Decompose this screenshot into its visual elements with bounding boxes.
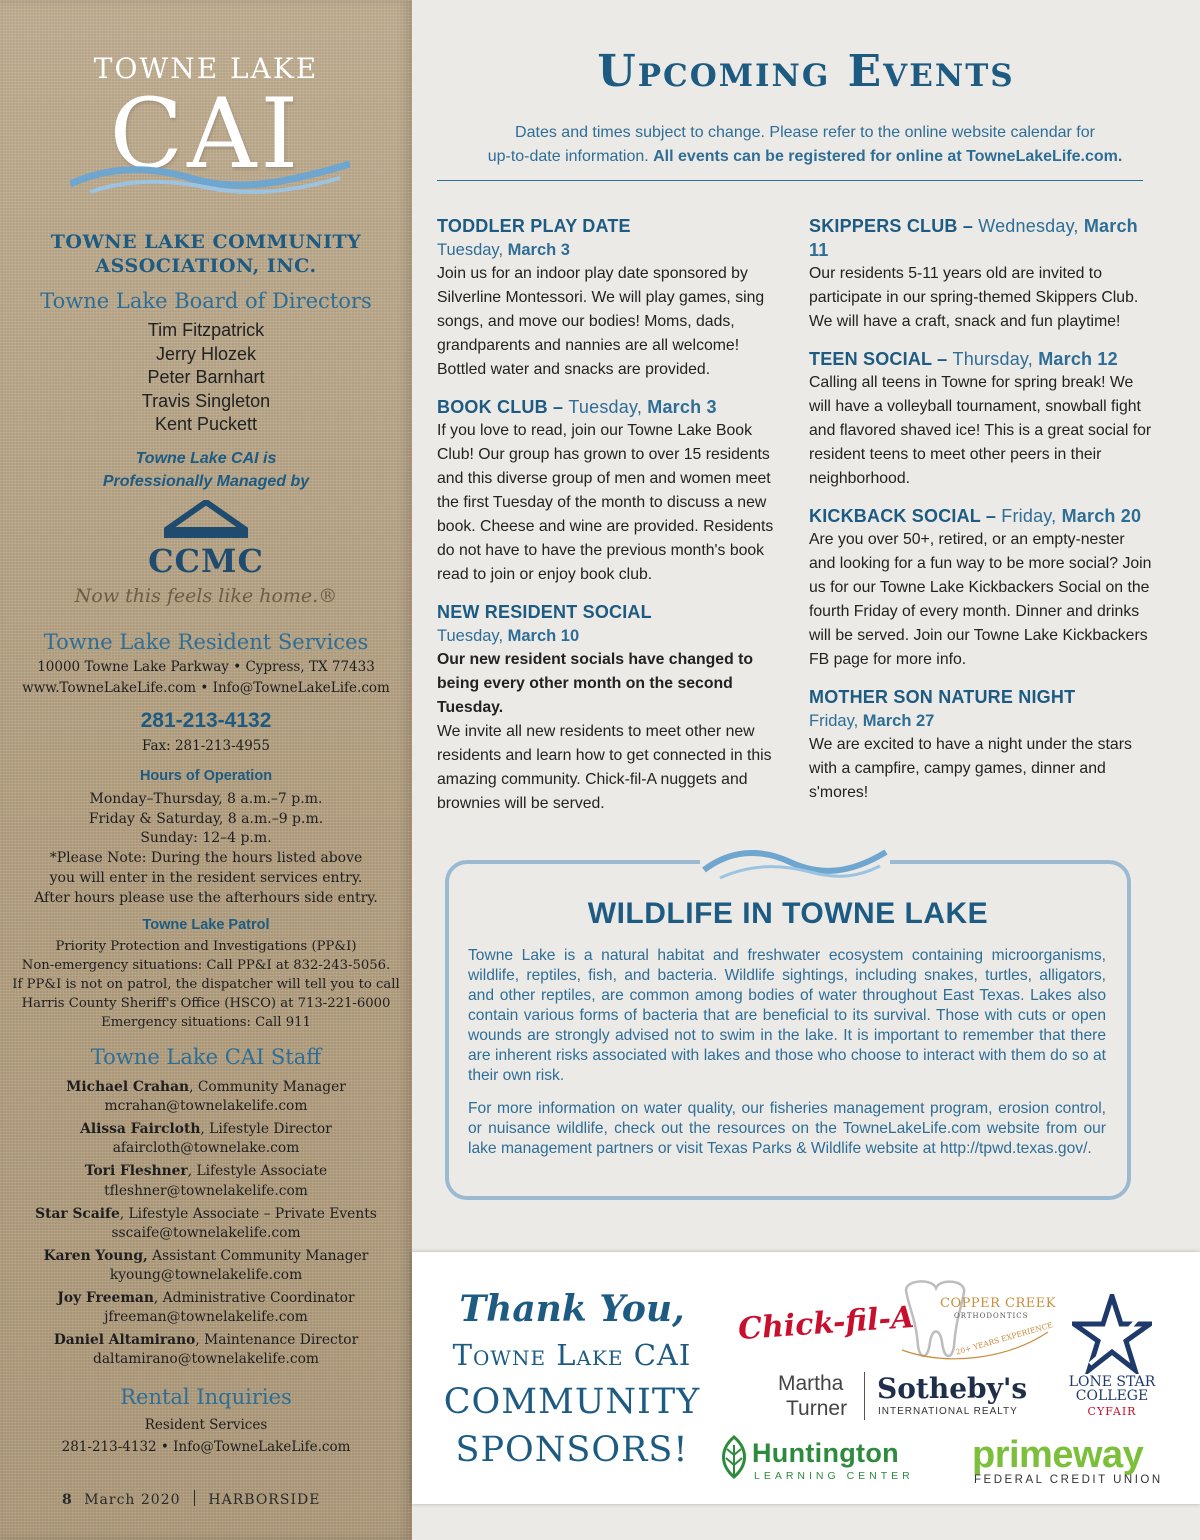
event-date-bold: March 27 bbox=[862, 712, 935, 730]
staff-item bbox=[0, 1289, 412, 1328]
thank-you-heading: Thank You, bbox=[459, 1288, 685, 1330]
event-day: Tuesday, bbox=[437, 241, 508, 259]
staff-role: , Lifestyle Director bbox=[200, 1121, 332, 1138]
event-toddler-play-date bbox=[437, 214, 782, 382]
board-member: Peter Barnhart bbox=[147, 367, 265, 387]
chick-fil-a-logo: Chick-fil-A bbox=[736, 1299, 916, 1348]
event-body: Our residents 5-11 years old are invited to participate in our spring-themed Skippers Club. We will have a craft, snack and fun playtime! bbox=[809, 265, 1139, 330]
lone-star-cyfair: CYFAIR bbox=[1087, 1405, 1137, 1418]
lone-star-line-1: LONE STAR bbox=[1068, 1374, 1156, 1390]
staff-name: Daniel Altamirano bbox=[53, 1332, 196, 1349]
hours-line: Monday–Thursday, 8 a.m.–7 p.m. bbox=[89, 791, 323, 807]
event-book-club bbox=[437, 395, 782, 587]
event-title: TODDLER PLAY DATE bbox=[437, 216, 631, 236]
staff-name: Joy Freeman bbox=[57, 1289, 154, 1306]
hours-line: you will enter in the resident services entry. bbox=[49, 869, 363, 886]
subtitle-line-1: Dates and times subject to change. Please refer to the online website calendar for bbox=[515, 124, 1095, 141]
footer-divider bbox=[194, 1490, 195, 1506]
event-title bbox=[437, 395, 782, 419]
event-body: Join us for an indoor play date sponsored by Silverline Montessori. We will play games, sing songs, and move our bodies! Moms, dads, grandparents and nannies are all welcome! Bottled water and snacks are provided. bbox=[437, 265, 765, 378]
event-teen-social bbox=[809, 347, 1154, 491]
page-title: Upcoming Events bbox=[597, 46, 1015, 97]
huntington-name: Huntington bbox=[752, 1438, 899, 1468]
staff-item bbox=[0, 1205, 412, 1244]
hours-title: Hours of Operation bbox=[139, 768, 273, 784]
resident-services-fax: Fax: 281-213-4955 bbox=[142, 738, 270, 754]
title-divider bbox=[437, 180, 1143, 181]
staff-role: , Lifestyle Associate – Private Events bbox=[119, 1205, 377, 1222]
hours-line: *Please Note: During the hours listed above bbox=[49, 850, 363, 867]
board-member: Jerry Hlozek bbox=[155, 343, 257, 364]
rental-subtitle: Resident Services bbox=[144, 1417, 268, 1433]
event-title bbox=[809, 347, 1154, 371]
event-day: Friday, bbox=[809, 712, 863, 730]
board-member: Travis Singleton bbox=[141, 390, 271, 411]
staff-item bbox=[0, 1331, 412, 1370]
primeway-logo: primeway bbox=[972, 1434, 1144, 1476]
event-date bbox=[437, 624, 782, 648]
sidebar bbox=[0, 0, 412, 1540]
wildlife-paragraph-1: Towne Lake is a natural habitat and freshwater ecosystem containing microorganisms, wildlife, reptiles, fish, and bacteria. Wildlife sightings, including snakes, turtles, alligators, and other reptiles, are common among bodies of water throughout East Texas. Lakes also contain various forms of bacteria that are beneficial to its survival. Those with cuts or open wounds are strongly advised not to swim in the lake. It is important to remember that there are inherent risks associated with lakes and those who choose to interact with them do so at their own risk. bbox=[468, 947, 1106, 1084]
staff-email[interactable]: mcrahan@townelakelife.com bbox=[104, 1098, 308, 1115]
patrol-line: Harris County Sheriff's Office (HSCO) at 713-221-6000 bbox=[21, 996, 391, 1011]
copper-creek-name: COPPER CREEK bbox=[940, 1296, 1056, 1311]
event-body: Are you over 50+, retired, or an empty-nester and looking for a fun way to be more social? Join us for our Towne Lake Kickbackers Social on the fourth Friday of every month. Dinner and drinks will be served. Join our Towne Lake Kickbackers FB page for more info. bbox=[809, 531, 1152, 668]
event-day: Thursday, bbox=[952, 349, 1039, 369]
page-footer bbox=[62, 1490, 320, 1508]
sponsors-line-4: SPONSORS! bbox=[455, 1430, 689, 1470]
logo-waves-icon bbox=[70, 158, 350, 198]
staff-name: Karen Young, bbox=[43, 1247, 148, 1264]
footer-publication: HARBORSIDE bbox=[208, 1492, 321, 1508]
staff-item bbox=[0, 1120, 412, 1159]
event-date-bold: March 20 bbox=[1061, 506, 1142, 526]
hours-line: After hours please use the afterhours side entry. bbox=[34, 889, 378, 906]
sothebys-logo: Sotheby's bbox=[877, 1372, 1028, 1405]
event-date-bold: March 3 bbox=[507, 241, 570, 259]
rental-contact[interactable]: 281-213-4132 • Info@TowneLakeLife.com bbox=[61, 1439, 351, 1455]
staff-name: Alissa Faircloth bbox=[80, 1121, 201, 1138]
staff-role: , Community Manager bbox=[189, 1079, 346, 1095]
sothebys-divider bbox=[864, 1372, 865, 1420]
staff-role: , Lifestyle Associate bbox=[187, 1163, 328, 1180]
ccmc-logo-text: CCMC bbox=[148, 542, 264, 580]
staff-role: Assistant Community Manager bbox=[147, 1247, 369, 1264]
copper-creek-experience: 20+ YEARS EXPERIENCE bbox=[954, 1320, 1054, 1357]
copper-creek-sub: ORTHODONTICS bbox=[954, 1312, 1029, 1320]
staff-role: , Administrative Coordinator bbox=[153, 1289, 355, 1306]
ccmc-tagline: Now this feels like home.® bbox=[74, 585, 338, 607]
resident-services-phone: 281-213-4132 bbox=[140, 709, 272, 732]
resident-services-web-email: www.TowneLakeLife.com • Info@TowneLakeLife.com bbox=[22, 680, 390, 696]
board-member: Tim Fitzpatrick bbox=[147, 320, 265, 340]
event-title bbox=[809, 504, 1154, 528]
huntington-leaf-icon bbox=[718, 1435, 750, 1479]
martha-turner-line-2: Turner bbox=[786, 1397, 848, 1420]
hours-list bbox=[0, 790, 412, 908]
event-day: Wednesday, bbox=[978, 216, 1084, 236]
event-body: If you love to read, join our Towne Lake Book Club! Our group has grown to over 15 residents and this diverse group of men and women meet the first Tuesday of the month to discuss a new book. Cheese and wine are provided. Residents do not have to have the previous month's book read to join or enjoy book club. bbox=[437, 422, 774, 583]
event-title-text: SKIPPERS CLUB – bbox=[809, 216, 979, 236]
footer-date: March 2020 bbox=[84, 1492, 181, 1508]
staff-name: Michael Crahan bbox=[66, 1079, 190, 1095]
sothebys-sub: INTERNATIONAL REALTY bbox=[878, 1406, 1018, 1417]
martha-turner-line-1: Martha bbox=[778, 1372, 844, 1395]
wave-ornament-icon bbox=[700, 840, 890, 884]
logo-cai: CAI bbox=[109, 78, 303, 190]
subtitle-line-2b: All events can be registered for online at TowneLakeLife.com. bbox=[653, 148, 1123, 165]
patrol-line: If PP&I is not on patrol, the dispatcher will tell you to call bbox=[12, 977, 400, 992]
lone-star-name bbox=[1052, 1375, 1172, 1403]
resident-services-address: 10000 Towne Lake Parkway • Cypress, TX 77433 bbox=[37, 659, 375, 675]
staff-email[interactable]: tfleshner@townelakelife.com bbox=[104, 1182, 308, 1199]
managed-by bbox=[0, 448, 412, 493]
event-skippers-club bbox=[809, 214, 1154, 334]
events-column-right bbox=[809, 214, 1154, 818]
lone-star-line-2: COLLEGE bbox=[1075, 1388, 1149, 1404]
staff-title: Towne Lake CAI Staff bbox=[90, 1045, 322, 1069]
event-date bbox=[809, 709, 1154, 733]
events-column-left bbox=[437, 214, 782, 829]
association-name bbox=[0, 230, 412, 278]
event-body: We invite all new residents to meet other new residents and learn how to get connected in this amazing community. Chick-fil-A nuggets and brownies will be served. bbox=[437, 723, 772, 812]
subtitle-line-2a: up-to-date information. bbox=[487, 148, 654, 165]
event-title: NEW RESIDENT SOCIAL bbox=[437, 602, 652, 622]
patrol-line: Priority Protection and Investigations (PP&I) bbox=[55, 939, 357, 954]
staff-list bbox=[0, 1078, 412, 1373]
event-body-bold bbox=[437, 648, 782, 720]
staff-name: Tori Fleshner bbox=[84, 1163, 188, 1180]
staff-item bbox=[0, 1247, 412, 1286]
event-title-text: TEEN SOCIAL – bbox=[809, 349, 953, 369]
event-day: Tuesday, bbox=[437, 627, 508, 645]
managed-line-2: Professionally Managed by bbox=[102, 472, 310, 490]
event-kickback-social bbox=[809, 504, 1154, 672]
primeway-sub: FEDERAL CREDIT UNION bbox=[974, 1474, 1163, 1486]
staff-item bbox=[0, 1078, 412, 1117]
board-title: Towne Lake Board of Directors bbox=[40, 289, 372, 313]
event-date-bold: March 10 bbox=[507, 627, 580, 645]
logo-towne-lake: TOWNE LAKE bbox=[93, 52, 319, 85]
staff-item bbox=[0, 1162, 412, 1201]
sponsors-panel bbox=[412, 1252, 1200, 1504]
board-member: Kent Puckett bbox=[154, 414, 258, 434]
patrol-list bbox=[0, 937, 412, 1032]
event-title-text: BOOK CLUB – bbox=[437, 397, 569, 417]
event-body-bold-text: Our new resident socials have changed to being every other month on the second Tuesday. bbox=[437, 651, 754, 716]
wildlife-title: WILDLIFE IN TOWNE LAKE bbox=[587, 897, 989, 930]
lone-star-icon bbox=[1072, 1294, 1152, 1374]
huntington-sub: LEARNING CENTER bbox=[754, 1470, 914, 1482]
board-list bbox=[0, 319, 412, 437]
event-title: MOTHER SON NATURE NIGHT bbox=[809, 687, 1076, 707]
staff-email[interactable]: daltamirano@townelakelife.com bbox=[92, 1351, 320, 1368]
hours-line: Friday & Saturday, 8 a.m.–9 p.m. bbox=[88, 810, 324, 827]
staff-email[interactable]: sscaife@townelakelife.com bbox=[111, 1224, 301, 1241]
association-line-1: TOWNE LAKE COMMUNITY bbox=[50, 231, 362, 253]
staff-role: , Maintenance Director bbox=[195, 1332, 359, 1349]
resident-services-title: Towne Lake Resident Services bbox=[43, 630, 369, 654]
event-day: Friday, bbox=[1001, 506, 1062, 526]
event-new-resident-social bbox=[437, 600, 782, 816]
event-date-bold: March 11 bbox=[809, 216, 1138, 260]
event-body: Calling all teens in Towne for spring break! We will have a volleyball tournament, snowball fight and flavored shaved ice! This is a great social for resident teens to meet other peers in their neighborhood. bbox=[809, 374, 1152, 487]
sponsors-line-2: Towne Lake CAI bbox=[452, 1338, 692, 1372]
rental-title: Rental Inquiries bbox=[120, 1385, 292, 1409]
event-date bbox=[437, 238, 782, 262]
patrol-line: Non-emergency situations: Call PP&I at 832-243-5056. bbox=[21, 958, 391, 973]
sponsors-line-3: COMMUNITY bbox=[443, 1382, 701, 1422]
staff-email[interactable]: jfreeman@townelakelife.com bbox=[104, 1309, 308, 1326]
staff-email[interactable]: kyoung@townelakelife.com bbox=[109, 1267, 303, 1284]
patrol-line: Emergency situations: Call 911 bbox=[101, 1015, 311, 1030]
event-mother-son-nature-night bbox=[809, 685, 1154, 805]
wildlife-paragraph-2: For more information on water quality, our fisheries management program, erosion control, or nuisance wildlife, check out the resources on the TowneLakeLife.com website from our lake management partners or visit Texas Parks & Wildlife website at http://tpwd.texas.gov/. bbox=[468, 1100, 1106, 1157]
staff-name: Star Scaife bbox=[35, 1205, 120, 1222]
event-title-text: KICKBACK SOCIAL – bbox=[809, 506, 1002, 526]
page-subtitle bbox=[430, 121, 1180, 169]
ccmc-roof-icon bbox=[164, 500, 248, 540]
event-day: Tuesday, bbox=[568, 397, 648, 417]
event-title bbox=[809, 214, 1154, 262]
event-date-bold: March 12 bbox=[1038, 349, 1118, 369]
association-line-2: ASSOCIATION, INC. bbox=[95, 255, 317, 277]
managed-line-1: Towne Lake CAI is bbox=[135, 450, 277, 467]
hours-line: Sunday: 12–4 p.m. bbox=[140, 830, 272, 847]
event-body: We are excited to have a night under the stars with a campfire, campy games, dinner and s'mores! bbox=[809, 736, 1132, 801]
patrol-title: Towne Lake Patrol bbox=[142, 917, 270, 933]
event-date-bold: March 3 bbox=[647, 397, 717, 417]
staff-email[interactable]: afaircloth@townelake.com bbox=[112, 1140, 300, 1157]
page-number: 8 bbox=[62, 1492, 73, 1508]
